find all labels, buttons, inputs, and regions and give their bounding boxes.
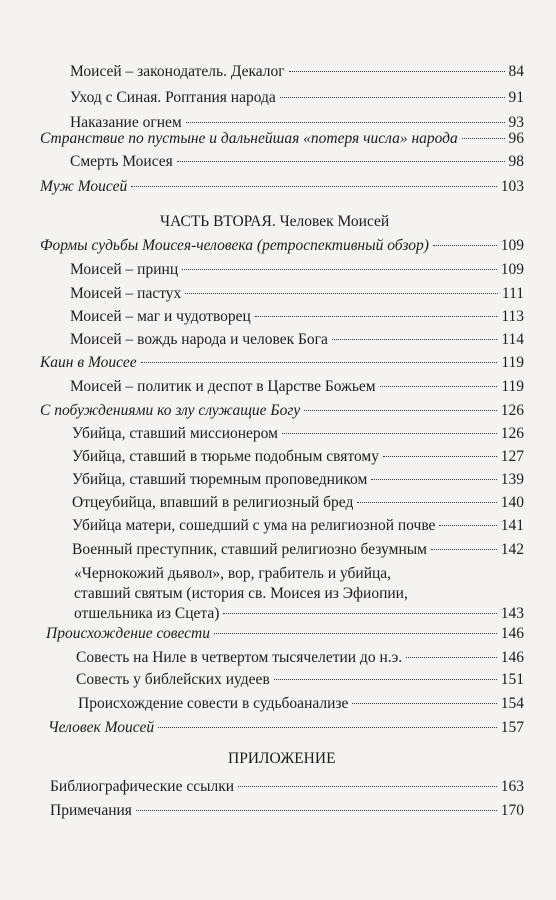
leader-dots — [255, 316, 497, 317]
leader-dots — [289, 71, 505, 72]
entry-page: 170 — [500, 802, 524, 819]
entry-title: Библиографические ссылки — [50, 778, 235, 795]
entry-title: Моисей – маг и чудотворец — [70, 308, 251, 325]
toc-entry — [40, 236, 524, 256]
entry-page: 127 — [500, 448, 524, 465]
entry-title: Моисей – политик и деспот в Царстве Божьем — [70, 378, 376, 395]
entry-title: Совесть на Ниле в четвертом тысячелетии до н.э. — [76, 649, 403, 666]
entry-title: Убийца, ставший тюремным проповедником — [72, 471, 368, 488]
entry-page: 109 — [500, 237, 524, 254]
entry-title: Совесть у библейских иудеев — [76, 671, 270, 688]
entry-title: Убийца, ставший миссионером — [72, 425, 278, 442]
entry-title: Смерть Моисея — [70, 153, 173, 170]
leader-dots — [177, 161, 505, 162]
leader-dots — [223, 613, 496, 614]
leader-dots — [357, 502, 496, 503]
entry-title: Моисей – законодатель. Декалог — [70, 63, 285, 80]
entry-page: 146 — [500, 625, 524, 642]
leader-dots — [186, 122, 505, 123]
toc-entry — [76, 670, 524, 690]
toc-entry — [72, 447, 524, 467]
leader-dots — [433, 245, 497, 246]
toc-entry — [40, 177, 524, 197]
entry-page: 126 — [500, 425, 524, 442]
entry-title: Происхождение совести — [46, 625, 210, 642]
entry-title: Моисей – пастух — [70, 285, 182, 302]
entry-page: 111 — [501, 285, 524, 302]
entry-page: 103 — [500, 178, 524, 195]
leader-dots — [131, 186, 497, 187]
leader-dots — [332, 339, 497, 340]
entry-page: 114 — [501, 331, 524, 348]
toc-entry — [40, 129, 524, 149]
toc-entry — [50, 777, 524, 797]
entry-page: 163 — [500, 778, 524, 795]
toc-entry — [76, 648, 524, 668]
leader-dots — [214, 633, 497, 634]
toc-entry — [72, 540, 524, 560]
entry-page: 126 — [500, 402, 524, 419]
entry-page: 140 — [500, 494, 524, 511]
entry-title: С побуждениями ко злу служащие Богу — [40, 402, 301, 419]
toc-entry — [70, 330, 524, 350]
toc-entry — [46, 624, 524, 644]
leader-dots — [282, 433, 497, 434]
entry-title: Отцеубийца, впавший в религиозный бред — [72, 494, 354, 511]
entry-page: 143 — [500, 605, 524, 622]
entry-title: Муж Моисей — [40, 178, 128, 195]
toc-entry — [40, 353, 524, 373]
entry-title-line-2: ставший святым (история св. Моисея из Эфиопии, — [74, 585, 408, 602]
entry-title: Моисей – вождь народа и человек Бога — [70, 331, 328, 348]
leader-dots — [380, 386, 498, 387]
leader-dots — [304, 410, 496, 411]
leader-dots — [280, 97, 505, 98]
toc-entry — [72, 493, 524, 513]
entry-title-line-1: «Чернокожий дьявол», вор, грабитель и убийца, — [74, 565, 392, 582]
part-two-heading: ЧАСТЬ ВТОРАЯ. Человек Моисей — [160, 213, 390, 230]
toc-entry-multiline-last — [74, 604, 524, 624]
toc-entry — [48, 718, 524, 738]
entry-title: Формы судьбы Моисея-человека (ретроспективный обзор) — [40, 237, 429, 254]
toc-entry — [40, 401, 524, 421]
leader-dots — [371, 479, 497, 480]
entry-title: Уход с Синая. Роптания народа — [70, 89, 276, 106]
toc-entry — [72, 424, 524, 444]
entry-page: 109 — [500, 261, 524, 278]
entry-page: 142 — [500, 541, 524, 558]
entry-page: 146 — [500, 649, 524, 666]
leader-dots — [185, 293, 498, 294]
entry-title: Моисей – принц — [70, 261, 179, 278]
toc-entry — [78, 694, 524, 714]
leader-dots — [431, 549, 497, 550]
leader-dots — [158, 727, 497, 728]
entry-page: 84 — [508, 63, 524, 80]
leader-dots — [462, 138, 505, 139]
toc-entry — [72, 516, 524, 536]
toc-entry — [72, 470, 524, 490]
entry-page: 113 — [501, 308, 524, 325]
leader-dots — [352, 703, 496, 704]
toc-entry — [70, 284, 524, 304]
entry-page: 96 — [508, 130, 524, 147]
entry-page: 139 — [500, 471, 524, 488]
entry-page: 91 — [508, 89, 524, 106]
toc-entry — [70, 307, 524, 327]
leader-dots — [383, 456, 497, 457]
entry-page: 157 — [500, 719, 524, 736]
toc-entry-multiline — [74, 564, 408, 604]
entry-title: Примечания — [50, 802, 132, 819]
entry-title: Убийца матери, сошедший с ума на религиозной почве — [72, 517, 436, 534]
leader-dots — [136, 810, 497, 811]
entry-page: 119 — [501, 378, 524, 395]
entry-page: 141 — [500, 517, 524, 534]
leader-dots — [406, 657, 497, 658]
entry-page: 154 — [500, 695, 524, 712]
toc-entry — [50, 801, 524, 821]
entry-page: 151 — [500, 671, 524, 688]
entry-title: Каин в Моисее — [40, 354, 137, 371]
leader-dots — [439, 525, 496, 526]
leader-dots — [238, 786, 497, 787]
entry-title: Наказание огнем — [70, 114, 182, 131]
toc-entry — [70, 152, 524, 172]
entry-title: Военный преступник, ставший религиозно безумным — [72, 541, 427, 558]
entry-page: 93 — [508, 114, 524, 131]
entry-title: Происхождение совести в судьбоанализе — [78, 695, 349, 712]
leader-dots — [141, 362, 498, 363]
toc-entry — [70, 260, 524, 280]
entry-title: Человек Моисей — [48, 719, 155, 736]
entry-page: 98 — [508, 153, 524, 170]
leader-dots — [274, 679, 497, 680]
entry-title: Странствие по пустыне и дальнейшая «потеря числа» народа — [40, 130, 458, 147]
toc-entry — [70, 62, 524, 82]
entry-title: Убийца, ставший в тюрьме подобным святому — [72, 448, 379, 465]
entry-page: 119 — [501, 354, 524, 371]
leader-dots — [182, 269, 497, 270]
appendix-heading: ПРИЛОЖЕНИЕ — [228, 750, 336, 767]
toc-entry — [70, 377, 524, 397]
entry-title-line-3: отшельника из Сцета) — [74, 605, 220, 622]
toc-entry — [70, 88, 524, 108]
